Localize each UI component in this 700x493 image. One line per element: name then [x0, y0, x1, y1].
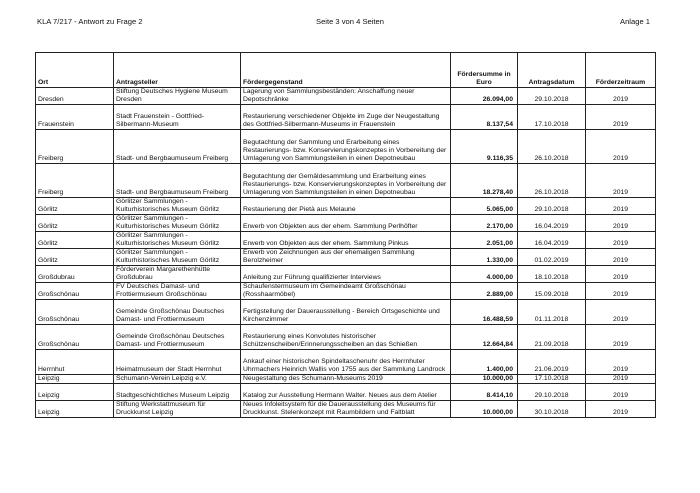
cell-antragsteller: Stiftung Werkstattmuseum für Druckkunst Leipzig: [114, 401, 241, 418]
attachment-label: Anlage 1: [620, 17, 650, 26]
cell-ort: Görlitz: [36, 198, 114, 215]
document-reference: KLA 7/217 - Antwort zu Frage 2: [37, 17, 143, 26]
cell-foerdersumme: 8.414,10: [451, 384, 518, 401]
cell-foerdersumme: 2.170,00: [451, 215, 518, 232]
cell-foerdergegenstand: Fertigstellung der Dauerausstellung - Bereich Ortsgeschichte und Kirchenzimmer: [241, 300, 451, 325]
cell-foerderzeitraum: 2019: [586, 232, 656, 249]
cell-foerdersumme: 26.094,00: [451, 88, 518, 105]
table-row: [36, 164, 656, 198]
cell-antragsdatum: 17.10.2018: [518, 375, 586, 384]
cell-foerdergegenstand: Restaurierung verschiedener Objekte im Zuge der Neugestaltung des Gottfried-Silbermann-Museums in Frauenstein: [241, 105, 451, 130]
cell-ort: Herrnhut: [36, 350, 114, 375]
cell-foerdergegenstand: Restaurierung eines Konvolutes historischer Schützenscheiben/Erinnerungsscheiben an das Schießen: [241, 325, 451, 350]
cell-antragsdatum: 26.10.2018: [518, 164, 586, 198]
cell-antragsteller: Stadt- und Bergbaumuseum Freiberg: [114, 130, 241, 164]
cell-foerderzeitraum: 2019: [586, 249, 656, 266]
cell-antragsteller: Görlitzer Sammlungen - Kulturhistorisches Museum Görlitz: [114, 215, 241, 232]
cell-antragsdatum: 18.10.2018: [518, 266, 586, 283]
cell-ort: Görlitz: [36, 232, 114, 249]
cell-antragsteller: Gemeinde Großschönau Deutsches Damast- und Frottiermuseum: [114, 325, 241, 350]
cell-antragsdatum: 21.09.2018: [518, 325, 586, 350]
table-row: [36, 232, 656, 249]
table-row: [36, 198, 656, 215]
cell-antragsteller: Gemeinde Großschönau Deutsches Damast- und Frottiermuseum: [114, 300, 241, 325]
cell-foerdersumme: 16.488,59: [451, 300, 518, 325]
cell-foerdergegenstand: Begutachtung der Gemäldesammlung und Erarbeitung eines Restaurierungs- bzw. Konservierungskonzeptes in Vorbereitung der Umlagerung von Sammlungsteilen in einen Depotneubau: [241, 164, 451, 198]
cell-foerdersumme: 12.664,84: [451, 325, 518, 350]
cell-ort: Görlitz: [36, 249, 114, 266]
table-row: [36, 283, 656, 300]
cell-antragsteller: Heimatmuseum der Stadt Herrnhut: [114, 350, 241, 375]
cell-antragsteller: Schumann-Verein Leipzig e.V.: [114, 375, 241, 384]
cell-foerdersumme: 18.278,40: [451, 164, 518, 198]
cell-antragsdatum: 16.04.2019: [518, 232, 586, 249]
column-header-foerdersumme: Fördersumme in Euro: [451, 53, 518, 88]
table-row: [36, 88, 656, 105]
cell-ort: Großschönau: [36, 283, 114, 300]
cell-antragsdatum: 16.04.2019: [518, 215, 586, 232]
page-number: Seite 3 von 4 Seiten: [316, 17, 384, 26]
cell-ort: Görlitz: [36, 215, 114, 232]
cell-foerderzeitraum: 2019: [586, 88, 656, 105]
cell-foerdergegenstand: Lagerung von Sammlungsbeständen: Anschaffung neuer Depotschränke: [241, 88, 451, 105]
cell-foerdersumme: 10.000,00: [451, 375, 518, 384]
cell-foerderzeitraum: 2019: [586, 130, 656, 164]
cell-foerderzeitraum: 2019: [586, 283, 656, 300]
cell-antragsteller: FV Deutsches Damast- und Frottiermuseum Großschönau: [114, 283, 241, 300]
cell-antragsdatum: 15.09.2018: [518, 283, 586, 300]
column-header-ort: Ort: [36, 53, 114, 88]
cell-foerdersumme: 2.051,00: [451, 232, 518, 249]
cell-antragsdatum: 01.11.2018: [518, 300, 586, 325]
cell-foerderzeitraum: 2019: [586, 384, 656, 401]
cell-antragsdatum: 17.10.2018: [518, 105, 586, 130]
cell-antragsteller: Stiftung Deutsches Hygiene Museum Dresden: [114, 88, 241, 105]
cell-foerdersumme: 1.330,00: [451, 249, 518, 266]
cell-foerdergegenstand: Anleitung zur Führung qualifizierter Interviews: [241, 266, 451, 283]
cell-ort: Leipzig: [36, 384, 114, 401]
column-header-foerdergegenstand: Fördergegenstand: [241, 53, 451, 88]
cell-antragsteller: Görlitzer Sammlungen - Kulturhistorisches Museum Görlitz: [114, 198, 241, 215]
cell-foerderzeitraum: 2019: [586, 164, 656, 198]
column-header-antragsteller: Antragsteller: [114, 53, 241, 88]
table-row: [36, 401, 656, 418]
cell-ort: Dresden: [36, 88, 114, 105]
cell-antragsdatum: 26.10.2018: [518, 130, 586, 164]
table-row: [36, 215, 656, 232]
table-row: [36, 249, 656, 266]
cell-antragsteller: Görlitzer Sammlungen - Kulturhistorisches Museum Görlitz: [114, 232, 241, 249]
column-header-antragsdatum: Antragsdatum: [518, 53, 586, 88]
cell-foerdergegenstand: Schaufenstermuseum im Gemeindeamt Großschönau (Rosshaarmöbel): [241, 283, 451, 300]
cell-foerdergegenstand: Begutachtung der Sammlung und Erarbeitung eines Restaurierungs- bzw. Konservierungskonzeptes in Vorbereitung der Umlagerung von Sammlungsteilen in einen Depotneubau: [241, 130, 451, 164]
table-row: [36, 266, 656, 283]
table-row: [36, 384, 656, 401]
column-header-foerderzeitraum: Förderzeitraum: [586, 53, 656, 88]
cell-ort: Leipzig: [36, 375, 114, 384]
cell-ort: Freiberg: [36, 130, 114, 164]
cell-ort: Freiberg: [36, 164, 114, 198]
cell-antragsdatum: 29.10.2018: [518, 384, 586, 401]
cell-antragsteller: Görlitzer Sammlungen - Kulturhistorisches Museum Görlitz: [114, 249, 241, 266]
table-row: [36, 350, 656, 375]
cell-foerdersumme: 9.116,35: [451, 130, 518, 164]
table-body: [36, 88, 656, 418]
cell-ort: Leipzig: [36, 401, 114, 418]
cell-antragsteller: Stadtgeschichtliches Museum Leipzig: [114, 384, 241, 401]
cell-foerderzeitraum: 2019: [586, 215, 656, 232]
cell-antragsdatum: 29.10.2018: [518, 88, 586, 105]
cell-foerdergegenstand: Erwerb von Objekten aus der ehem. Sammlung Perlhöfter: [241, 215, 451, 232]
cell-foerdergegenstand: Restaurierung der Pietà aus Melaune: [241, 198, 451, 215]
cell-antragsdatum: 21.06.2019: [518, 350, 586, 375]
cell-foerderzeitraum: 2019: [586, 325, 656, 350]
cell-foerderzeitraum: 2019: [586, 401, 656, 418]
cell-foerderzeitraum: 2019: [586, 300, 656, 325]
cell-foerdersumme: 1.400,00: [451, 350, 518, 375]
cell-foerdergegenstand: Erwerb von Zeichnungen aus der ehemaligen Sammlung Berolzheimer: [241, 249, 451, 266]
cell-foerderzeitraum: 2019: [586, 105, 656, 130]
table-header-row: [36, 53, 656, 88]
cell-foerdersumme: 8.137,54: [451, 105, 518, 130]
table-row: [36, 130, 656, 164]
cell-foerdersumme: 10.000,00: [451, 401, 518, 418]
cell-foerdergegenstand: Neugestaltung des Schumann-Museums 2019: [241, 375, 451, 384]
cell-antragsteller: Förderverein Margarethenhütte Großdubrau: [114, 266, 241, 283]
cell-foerdergegenstand: Katalog zur Ausstellung Hermann Walter. Neues aus dem Atelier: [241, 384, 451, 401]
funding-table: [35, 52, 656, 418]
table-row: [36, 300, 656, 325]
table-row: [36, 105, 656, 130]
cell-foerdergegenstand: Neues Infoleitsystem für die Dauerausstellung des Museums für Druckkunst. Stelenkonzept mit Raumbildern und Faltblatt: [241, 401, 451, 418]
cell-antragsteller: Stadt- und Bergbaumuseum Freiberg: [114, 164, 241, 198]
cell-foerderzeitraum: 2019: [586, 198, 656, 215]
cell-foerdersumme: 2.889,00: [451, 283, 518, 300]
cell-foerderzeitraum: 2019: [586, 266, 656, 283]
table-row: [36, 325, 656, 350]
cell-foerdergegenstand: Ankauf einer historischen Spindeltaschenuhr des Herrnhuter Uhrmachers Heinrich Wallis von 1755 aus der Sammlung Landrock: [241, 350, 451, 375]
cell-ort: Frauenstein: [36, 105, 114, 130]
cell-foerderzeitraum: 2019: [586, 375, 656, 384]
cell-antragsteller: Stadt Frauenstein - Gottfried-Silbermann-Museum: [114, 105, 241, 130]
cell-antragsdatum: 30.10.2018: [518, 401, 586, 418]
cell-ort: Großdubrau: [36, 266, 114, 283]
cell-antragsdatum: 01.02.2019: [518, 249, 586, 266]
cell-foerdergegenstand: Erwerb von Objekten aus der ehem. Sammlung Pinkus: [241, 232, 451, 249]
cell-ort: Großschönau: [36, 325, 114, 350]
cell-foerderzeitraum: 2019: [586, 350, 656, 375]
cell-ort: Großschönau: [36, 300, 114, 325]
table-row: [36, 375, 656, 384]
cell-foerdersumme: 5.065,00: [451, 198, 518, 215]
cell-antragsdatum: 29.10.2018: [518, 198, 586, 215]
cell-foerdersumme: 4.000,00: [451, 266, 518, 283]
